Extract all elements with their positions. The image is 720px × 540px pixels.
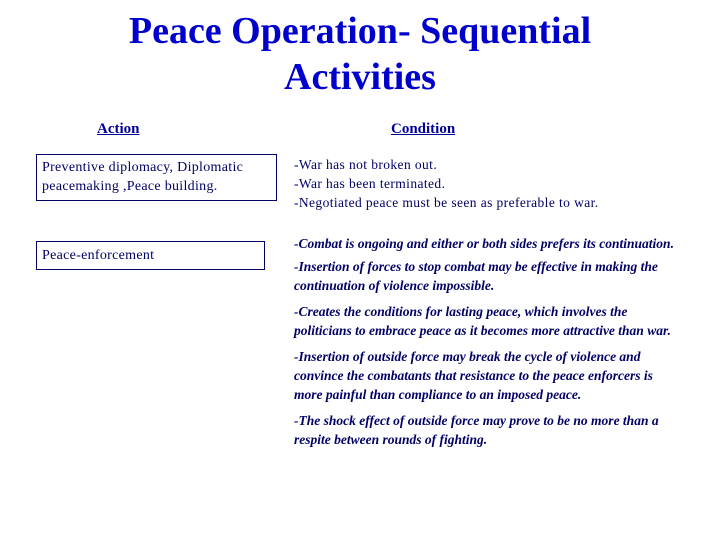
title-line-1: Peace Operation- Sequential <box>128 10 592 52</box>
conditions-group-1 <box>294 155 599 212</box>
condition-item: -Insertion of forces to stop combat may be effective in making the continuation of violence impossible. <box>294 259 658 293</box>
condition-item: -Negotiated peace must be seen as preferable to war. <box>294 195 599 210</box>
condition-item: -War has been terminated. <box>294 176 446 191</box>
slide-title <box>0 8 720 100</box>
condition-item: -Combat is ongoing and either or both sides prefers its continuation. <box>294 236 674 251</box>
action-box-enforcement: Peace-enforcement <box>36 241 265 270</box>
conditions-group-2 <box>294 234 694 453</box>
action-header: Action <box>97 121 140 137</box>
condition-item: -The shock effect of outside force may prove to be no more than a respite between rounds of fighting. <box>294 413 659 447</box>
title-line-2: Activities <box>284 56 436 98</box>
action-box-preventive: Preventive diplomacy, Diplomatic peacemaking ,Peace building. <box>36 154 277 201</box>
condition-item: -Insertion of outside force may break the cycle of violence and convince the combatants that resistance to the peace enforcers is more painful than compliance to an imposed peace. <box>294 349 653 402</box>
condition-item: -Creates the conditions for lasting peace, which involves the politicians to embrace peace as it becomes more attractive than war. <box>294 304 671 338</box>
condition-header: Condition <box>391 121 456 137</box>
condition-item: -War has not broken out. <box>294 157 438 172</box>
